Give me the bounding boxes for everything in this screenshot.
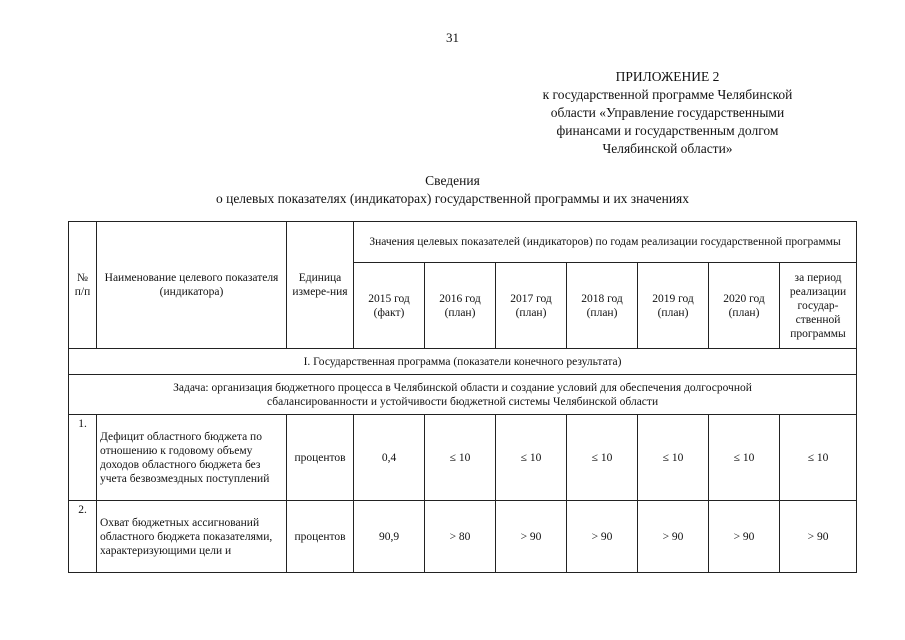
row-unit: процентов [287,415,354,501]
row-value: ≤ 10 [709,415,780,501]
row-value: ≤ 10 [567,415,638,501]
task-row [69,375,857,415]
row-value: ≤ 10 [638,415,709,501]
row-num: 1. [69,415,97,501]
row-value: > 90 [496,501,567,573]
header-year-2018: 2018 год (план) [567,263,638,349]
appendix-line: финансами и государственным долгом [556,123,779,138]
header-num: № п/п [69,222,97,349]
row-value: ≤ 10 [780,415,857,501]
row-name: Охват бюджетных ассигнований областного бюджета показателями, характеризующими цели и [97,501,287,573]
appendix-title: ПРИЛОЖЕНИЕ 2 [615,69,720,84]
page-number: 31 [446,30,459,45]
row-value: > 90 [638,501,709,573]
row-unit: процентов [287,501,354,573]
row-value: > 90 [780,501,857,573]
header-year-2015: 2015 год (факт) [354,263,425,349]
indicators-table [68,221,857,573]
header-year-2019: 2019 год (план) [638,263,709,349]
table-row [69,415,857,501]
row-value: ≤ 10 [425,415,496,501]
row-name: Дефицит областного бюджета по отношению к годовому объему доходов областного бюджета без учета безвозмездных поступлений [97,415,287,501]
row-value: 0,4 [354,415,425,501]
header-year-2016: 2016 год (план) [425,263,496,349]
appendix-line: области «Управление государственными [550,105,785,120]
row-value: > 90 [709,501,780,573]
section-title: I. Государственная программа (показатели конечного результата) [69,349,857,375]
row-value: 90,9 [354,501,425,573]
header-values-group: Значения целевых показателей (индикаторов) по годам реализации государственной программы [354,222,857,263]
header-year-2017: 2017 год (план) [496,263,567,349]
row-value: > 90 [567,501,638,573]
row-value: > 80 [425,501,496,573]
header-row-top [69,222,857,263]
row-num: 2. [69,501,97,573]
header-name: Наименование целевого показателя (индикатора) [97,222,287,349]
header-period-total: за период реализации государ-ственной программы [780,263,857,349]
table-row [69,501,857,573]
appendix-line: Челябинской области» [602,141,733,156]
title-line-2: о целевых показателях (индикаторах) государственной программы и их значениях [215,191,690,206]
appendix-note [470,68,865,158]
document-title [0,172,905,208]
row-value: ≤ 10 [496,415,567,501]
header-unit: Единица измере-ния [287,222,354,349]
section-row [69,349,857,375]
task-title: Задача: организация бюджетного процесса в Челябинской области и создание условий для обеспечения долгосрочной сбалансированности и устойчивости бюджетной системы Челябинской области [69,375,857,415]
title-line-1: Сведения [425,173,480,188]
header-year-2020: 2020 год (план) [709,263,780,349]
appendix-line: к государственной программе Челябинской [542,87,793,102]
